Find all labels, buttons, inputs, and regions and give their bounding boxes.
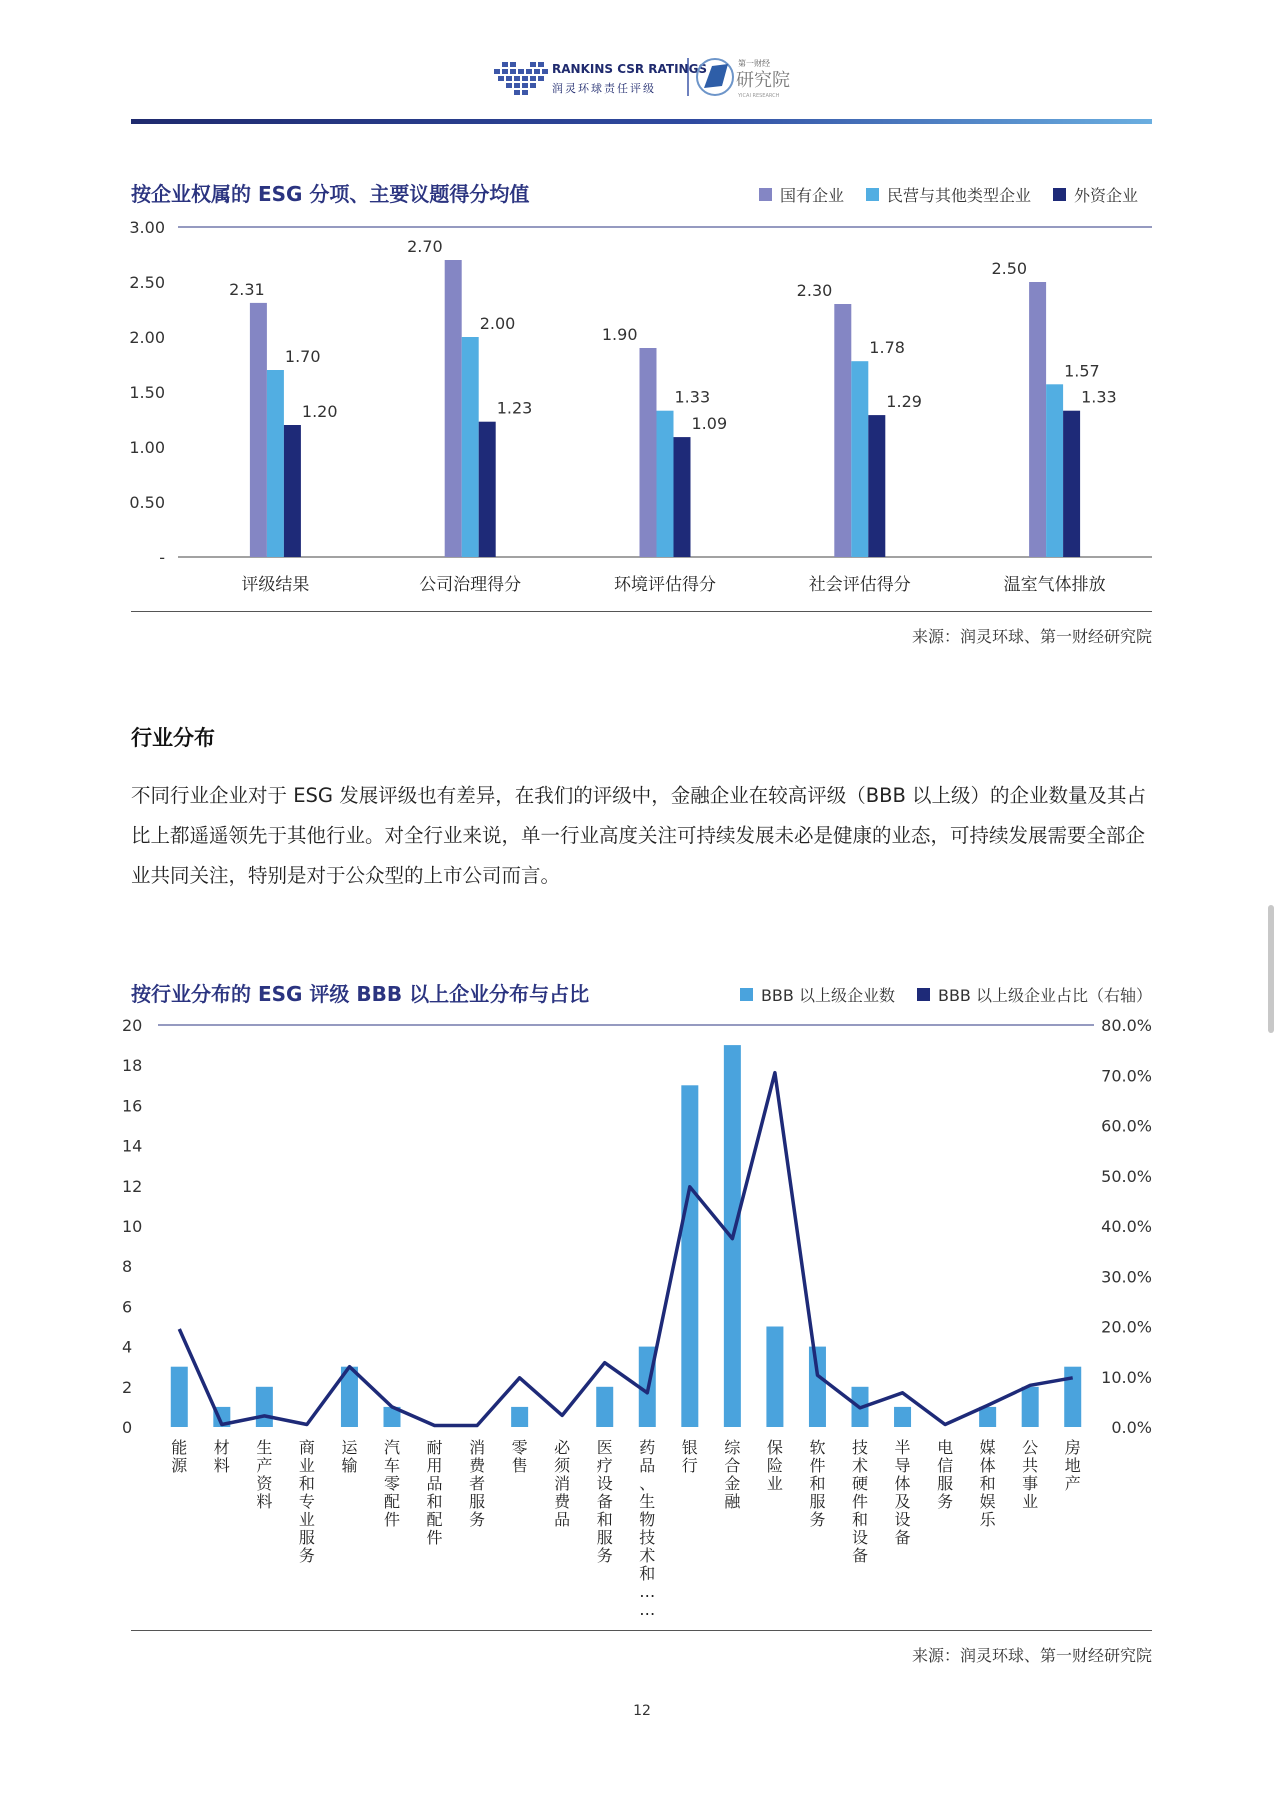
chart2-category-label: 公	[1022, 1438, 1039, 1457]
chart2-category-label: 信	[937, 1456, 954, 1475]
chart2-category-label: 售	[511, 1456, 528, 1475]
chart1-category-label: 社会评估得分	[808, 575, 911, 595]
chart2-left-tick-label: 20	[122, 1016, 143, 1035]
chart1-bottom-rule	[131, 611, 1152, 612]
chart2-left-tick-label: 0	[122, 1418, 133, 1437]
chart1-bar	[657, 411, 674, 557]
chart2-category-label: 硬	[851, 1474, 869, 1493]
chart2-bar	[894, 1407, 911, 1427]
section-heading: 行业分布	[131, 726, 215, 750]
chart2-category-label: 业	[298, 1510, 315, 1529]
chart2-category-label: 专	[298, 1492, 315, 1511]
legend-swatch-bbb-count	[740, 988, 753, 1001]
chart2-category-label: 设	[894, 1510, 911, 1529]
chart2-category-label: 物	[639, 1510, 656, 1529]
header-logo	[490, 52, 810, 102]
chart2-category-label: 配	[426, 1510, 443, 1529]
chart2-category-label: 和	[851, 1510, 869, 1529]
chart1-bar	[267, 370, 284, 557]
chart1-category-label: 温室气体排放	[1003, 575, 1106, 595]
chart2-left-tick-label: 18	[122, 1056, 143, 1076]
chart1-category-label: 环境评估得分	[614, 575, 716, 595]
chart2-category-label: 须	[554, 1456, 571, 1475]
chart2-category-label: 源	[171, 1456, 188, 1475]
partner-main: 研究院	[736, 70, 790, 91]
chart2-category-label: 耐	[426, 1438, 443, 1457]
yicai-research-logo-icon	[697, 59, 733, 95]
chart1-bar	[851, 361, 868, 557]
chart2-category-label: 服	[809, 1492, 826, 1511]
chart2-category-label: 和	[979, 1474, 996, 1493]
chart2-left-tick-label: 10	[122, 1217, 143, 1236]
chart2-category-label: 技	[851, 1438, 869, 1457]
chart2-bar	[809, 1347, 826, 1427]
chart2-category-label: 零	[383, 1474, 401, 1493]
chart2-category-label: 医	[596, 1438, 613, 1457]
chart1-y-tick-label: 1.50	[129, 383, 165, 402]
chart1-bar	[250, 303, 267, 557]
chart2-category-label: 乐	[979, 1510, 996, 1529]
chart1-data-label: 1.78	[869, 338, 905, 358]
chart1-data-label: 1.23	[496, 398, 533, 418]
chart2-category-label: 金	[724, 1474, 741, 1493]
legend-label-state-owned: 国有企业	[779, 186, 844, 205]
chart2-bar	[766, 1327, 783, 1428]
chart2-category-label: 品	[554, 1510, 571, 1529]
chart1-data-label: 2.30	[796, 281, 833, 300]
chart2-category-label: 生	[256, 1438, 273, 1457]
chart2-category-label: 导	[894, 1456, 911, 1475]
chart1-data-label: 1.70	[284, 347, 321, 366]
chart2-category-label: 料	[256, 1492, 273, 1511]
chart2-category-label: 运	[341, 1438, 358, 1457]
chart2-title: 按行业分布的 ESG 评级 BBB 以上企业分布与占比	[131, 982, 590, 1006]
body-paragraph: 不同行业企业对于 ESG 发展评级也有差异，在我们的评级中，金融企业在较高评级（BBB 以上级）的企业数量及其占比上都遥遥领先于其他行业。对全行业来说，单一行业高度关注可持续发展未必是健康的业态，可持续发展需要全部企业共同关注，特别是对于公众型的上市公司而言。	[131, 784, 1147, 887]
chart1-bar	[834, 304, 851, 557]
chart2-right-tick-label: 0.0%	[1111, 1418, 1152, 1437]
chart2-right-tick-label: 20.0%	[1101, 1317, 1152, 1337]
chart2-category-label: 产	[256, 1456, 273, 1475]
chart1-y-tick-label: 3.00	[129, 218, 165, 237]
chart2-right-tick-label: 80.0%	[1101, 1016, 1152, 1035]
chart1-data-label: 1.90	[601, 325, 638, 344]
chart1-legend	[759, 183, 1138, 206]
chart2-category-label: 事	[1022, 1474, 1039, 1493]
chart2-category-label: …	[639, 1600, 656, 1619]
chart1-bar	[674, 437, 691, 557]
chart2-category-label: 药	[639, 1438, 656, 1457]
page-number: 12	[633, 1703, 651, 1719]
chart1-y-tick-label: 2.50	[129, 273, 165, 292]
chart1-bar	[868, 415, 885, 557]
chart2-category-label: 必	[554, 1438, 571, 1457]
chart1-data-label: 1.29	[886, 392, 922, 412]
chart1-y-tick-label: 2.00	[129, 328, 165, 347]
chart2-share-line	[179, 1073, 1072, 1426]
legend-swatch-bbb-share	[917, 988, 930, 1001]
chart2-category-label: 品	[426, 1474, 443, 1493]
chart2-category-label: 体	[979, 1456, 996, 1475]
chart2-category-label: 媒	[979, 1438, 996, 1457]
chart2-left-tick-label: 6	[122, 1297, 133, 1317]
chart2-bar	[1022, 1387, 1039, 1427]
chart2-bar	[511, 1407, 528, 1427]
chart2-category-label: 设	[851, 1528, 869, 1547]
chart1-data-label: 1.20	[301, 402, 338, 421]
chart2-right-tick-label: 10.0%	[1101, 1367, 1152, 1387]
chart2-category-label: 产	[1064, 1474, 1081, 1493]
chart2-category-label: 合	[724, 1456, 741, 1475]
chart2-category-label: 备	[851, 1546, 869, 1565]
chart1-data-label: 1.09	[691, 414, 728, 434]
legend-swatch-foreign	[1053, 188, 1066, 201]
chart2-category-label: 费	[554, 1492, 571, 1511]
chart2-category-label: 术	[639, 1546, 656, 1565]
chart2-category-label: 备	[596, 1492, 613, 1511]
rankins-logo-icon	[494, 62, 548, 95]
chart2-bar	[681, 1085, 698, 1427]
legend-swatch-state-owned	[759, 188, 772, 201]
chart2-category-label: 务	[937, 1492, 954, 1511]
chart2-category-label: 疗	[596, 1456, 613, 1475]
chart2-category-label: 保	[766, 1438, 783, 1457]
chart1-bar	[640, 348, 657, 557]
legend-swatch-private	[866, 188, 879, 201]
chart2-bar	[256, 1387, 273, 1427]
chart2-bar	[1064, 1367, 1081, 1427]
chart1-source: 来源：润灵环球、第一财经研究院	[911, 627, 1152, 646]
chart2-category-label: 件	[426, 1528, 443, 1547]
chart2-category-label: 服	[469, 1492, 486, 1511]
scrollbar-thumb[interactable]	[1268, 905, 1274, 1033]
chart2-category-label: 娱	[979, 1492, 996, 1511]
chart1-bar	[1046, 384, 1063, 557]
chart1-category-label: 公司治理得分	[419, 575, 522, 595]
chart2-category-label: 服	[298, 1528, 315, 1547]
chart2-category-label: 银	[681, 1438, 698, 1457]
chart2-category-label: 资	[256, 1474, 273, 1493]
chart2-left-tick-label: 8	[122, 1257, 133, 1277]
chart2-category-label: 服	[596, 1528, 613, 1547]
chart2-category-label: 消	[469, 1438, 486, 1457]
chart2-category-label: 及	[894, 1492, 911, 1511]
chart2-category-label: 业	[1022, 1492, 1039, 1511]
chart2-category-label: 、	[639, 1474, 656, 1493]
chart1-bar	[462, 337, 479, 557]
chart2-right-tick-label: 40.0%	[1101, 1217, 1152, 1236]
chart2-category-label: 行	[681, 1456, 698, 1475]
chart2-category-label: 件	[383, 1510, 401, 1529]
chart2-source: 来源：润灵环球、第一财经研究院	[911, 1646, 1152, 1665]
legend-label-bbb-count: BBB 以上级企业数	[760, 986, 895, 1005]
chart1-plot	[120, 210, 1160, 600]
chart2-category-label: 零	[511, 1438, 528, 1457]
chart2-left-tick-label: 16	[122, 1096, 143, 1116]
chart2-category-label: 房	[1064, 1438, 1081, 1457]
chart2-right-tick-label: 60.0%	[1101, 1116, 1152, 1136]
chart2-category-label: 技	[639, 1528, 656, 1547]
chart2-category-label: 备	[894, 1528, 911, 1547]
chart2-category-label: 险	[766, 1456, 783, 1475]
chart2-legend	[740, 983, 1152, 1006]
chart2-category-label: 融	[724, 1492, 741, 1511]
chart2-category-label: 和	[596, 1510, 613, 1529]
chart2-category-label: 地	[1064, 1456, 1081, 1475]
chart2-right-tick-label: 50.0%	[1101, 1166, 1152, 1186]
chart2-category-label: 件	[851, 1492, 869, 1511]
chart2-category-label: …	[639, 1582, 656, 1601]
chart1-bar	[284, 425, 301, 557]
chart2-category-label: 综	[724, 1438, 741, 1457]
chart1-y-tick-label: 1.00	[129, 438, 165, 457]
chart2-category-label: 业	[298, 1456, 315, 1475]
chart2-left-tick-label: 4	[122, 1337, 133, 1357]
chart2-category-label: 和	[639, 1564, 656, 1583]
chart2-category-label: 和	[809, 1474, 826, 1493]
chart2-category-label: 消	[554, 1474, 571, 1493]
chart2-category-label: 务	[298, 1546, 315, 1565]
chart2-category-label: 业	[766, 1474, 783, 1493]
chart2-category-label: 软	[809, 1438, 826, 1457]
chart2-category-label: 汽	[383, 1438, 401, 1457]
chart2-bottom-rule	[131, 1630, 1152, 1631]
chart2-category-label: 料	[213, 1456, 230, 1475]
chart2-category-label: 车	[383, 1456, 401, 1475]
chart1-title: 按企业权属的 ESG 分项、主要议题得分均值	[131, 182, 530, 206]
chart2-category-label: 输	[341, 1456, 358, 1475]
chart2-category-label: 件	[809, 1456, 826, 1475]
chart2-category-label: 生	[639, 1492, 656, 1511]
chart2-category-label: 术	[851, 1456, 869, 1475]
chart1-data-label: 2.00	[479, 314, 516, 333]
chart2-category-label: 商	[298, 1438, 315, 1457]
header-rule	[131, 119, 1152, 124]
chart2-category-label: 用	[426, 1456, 443, 1475]
chart1-y-tick-label: 0.50	[129, 493, 165, 512]
partner-top: 第一财经	[738, 59, 770, 68]
chart2-category-label: 者	[469, 1474, 486, 1493]
chart2-category-label: 和	[426, 1492, 443, 1511]
chart2-category-label: 体	[894, 1474, 911, 1493]
chart2-category-label: 务	[469, 1510, 486, 1529]
chart1-data-label: 1.57	[1064, 361, 1100, 381]
brand-en: RANKINS CSR RATINGS	[552, 62, 708, 76]
chart2-category-label: 共	[1022, 1456, 1039, 1475]
legend-label-bbb-share: BBB 以上级企业占比（右轴）	[937, 986, 1152, 1005]
legend-label-foreign: 外资企业	[1073, 186, 1138, 205]
brand-cn: 润灵环球责任评级	[552, 82, 656, 95]
partner-sub: YICAI RESEARCH	[738, 93, 780, 99]
chart1-data-label: 2.70	[407, 237, 443, 256]
chart1-bar	[479, 422, 496, 557]
chart1-data-label: 2.50	[991, 259, 1028, 278]
chart2-left-tick-label: 2	[122, 1377, 133, 1397]
chart2-category-label: 半	[894, 1438, 911, 1457]
chart2-left-tick-label: 12	[122, 1176, 143, 1196]
chart2-right-tick-label: 30.0%	[1101, 1267, 1152, 1287]
chart2-plot	[120, 1010, 1170, 1630]
chart1-category-label: 评级结果	[241, 575, 310, 595]
chart2-bar	[596, 1387, 613, 1427]
chart2-bar	[171, 1367, 188, 1427]
chart1-data-label: 1.33	[674, 387, 711, 407]
chart2-left-tick-label: 14	[122, 1136, 143, 1156]
legend-label-private: 民营与其他类型企业	[886, 186, 1031, 205]
chart2-category-label: 服	[937, 1474, 954, 1493]
chart2-category-label: 能	[171, 1438, 188, 1457]
chart1-bar	[445, 260, 462, 557]
chart2-category-label: 材	[213, 1438, 230, 1457]
chart2-category-label: 务	[596, 1546, 613, 1565]
chart2-category-label: 费	[469, 1456, 486, 1475]
chart2-category-label: 配	[383, 1492, 401, 1511]
chart1-data-label: 1.33	[1081, 387, 1117, 407]
chart1-data-label: 2.31	[229, 279, 265, 299]
chart1-bar	[1063, 411, 1080, 557]
chart1-y-tick-label: -	[159, 548, 165, 567]
chart2-category-label: 设	[596, 1474, 613, 1493]
chart2-category-label: 品	[639, 1456, 656, 1475]
chart2-category-label: 务	[809, 1510, 826, 1529]
chart2-right-tick-label: 70.0%	[1101, 1066, 1152, 1086]
chart2-category-label: 和	[298, 1474, 315, 1493]
chart2-category-label: 电	[937, 1438, 954, 1457]
chart1-bar	[1029, 282, 1046, 557]
